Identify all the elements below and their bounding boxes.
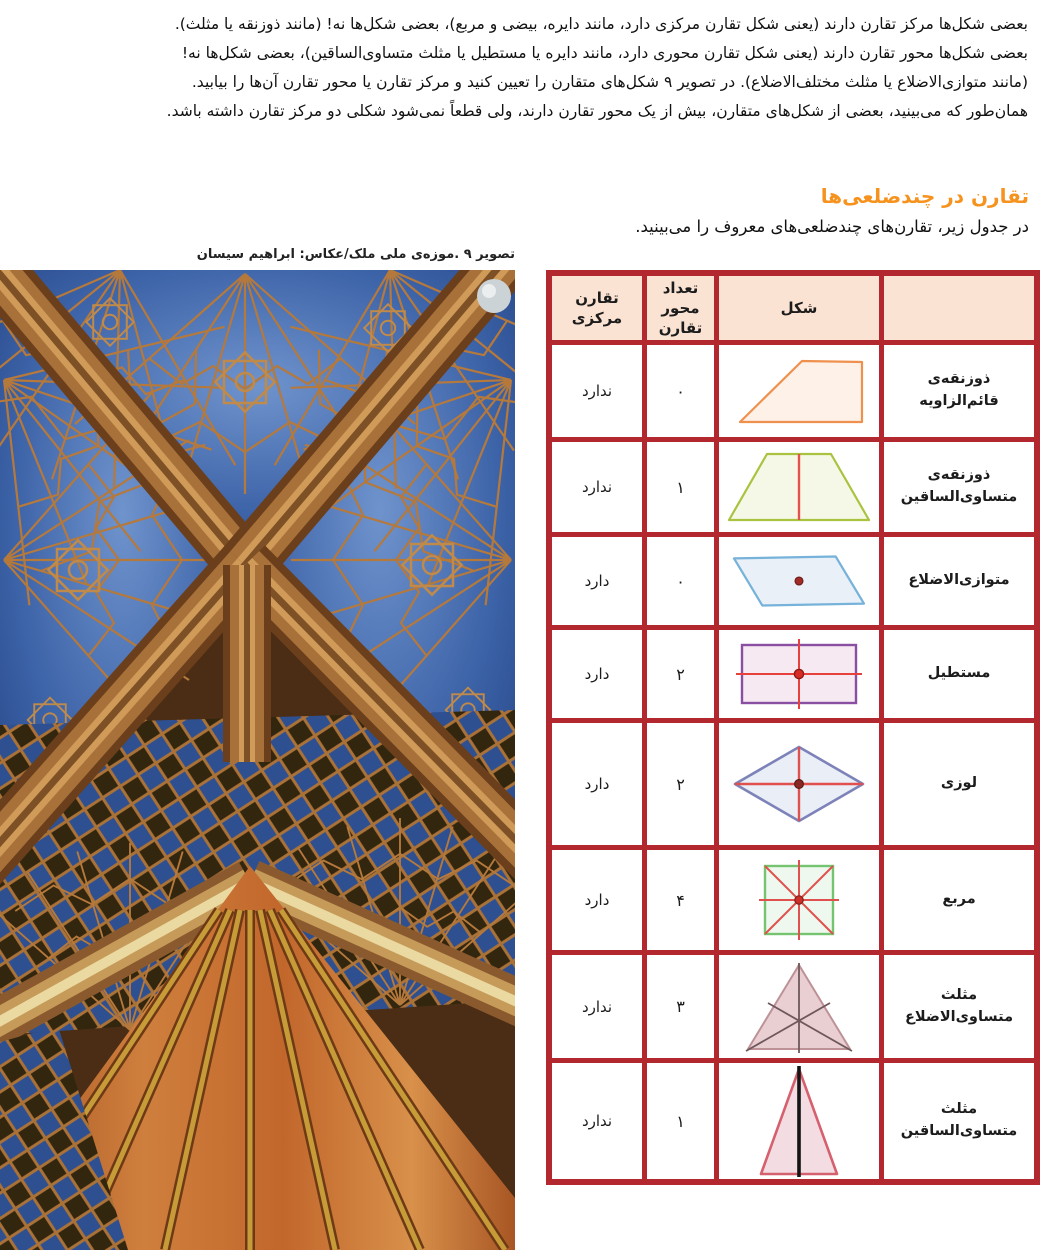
symmetry-table <box>546 270 1040 1185</box>
section-subtitle: در جدول زیر، تقارن‌های چندضلعی‌های معروف را می‌بینید. <box>635 217 1029 236</box>
shape-isosceles-triangle <box>719 1063 879 1179</box>
shape-rectangle <box>719 630 879 718</box>
shape-square <box>719 850 879 950</box>
ceiling-knob <box>477 279 511 313</box>
shape-name-rhombus: لوزی <box>884 723 1034 845</box>
ceiling-woodwork-illustration <box>0 270 515 1250</box>
intro-paragraph <box>30 10 1028 126</box>
axes-count-parallelogram: ۰ <box>647 537 714 625</box>
shape-name-isosceles-trapezoid: ذوزنقه‌ی متساوی‌الساقین <box>884 442 1034 532</box>
shape-name-rectangle: مستطیل <box>884 630 1034 718</box>
shape-name-equilateral-triangle: مثلث متساوی‌الاضلاع <box>884 955 1034 1058</box>
axes-count-equilateral-triangle: ۳ <box>647 955 714 1058</box>
central-symmetry-isosceles-trapezoid: ندارد <box>552 442 642 532</box>
shape-name-square: مربع <box>884 850 1034 950</box>
central-symmetry-right-trapezoid: ندارد <box>552 345 642 437</box>
axes-count-rectangle: ۲ <box>647 630 714 718</box>
axes-count-isosceles-trapezoid: ۱ <box>647 442 714 532</box>
shape-parallelogram <box>719 537 879 625</box>
central-symmetry-isosceles-triangle: ندارد <box>552 1063 642 1179</box>
intro-line-2: بعضی شکل‌ها محور تقارن دارند (یعنی شکل تقارن محوری دارد، مانند دایره یا مستطیل یا مثلث متساوی‌الساقین)، بعضی شکل‌ها نه! <box>181 44 1028 62</box>
table-header-name <box>884 276 1034 340</box>
shape-name-parallelogram: متوازی‌الاضلاع <box>884 537 1034 625</box>
shape-isosceles-trapezoid <box>719 442 879 532</box>
table-header-shape: شکل <box>719 276 879 340</box>
shape-rhombus <box>719 723 879 845</box>
central-symmetry-rectangle: دارد <box>552 630 642 718</box>
photo-caption: تصویر ۹ .موزه‌ی ملی ملک/عکاس: ابراهیم سیسان <box>196 247 515 262</box>
table-header-axes: تعداد محور تقارن <box>647 276 714 340</box>
section-title: تقارن در چندضلعی‌ها <box>820 184 1029 208</box>
museum-ceiling-photo <box>0 270 515 1250</box>
intro-line-3: (مانند متوازی‌الاضلاع یا مثلث مختلف‌الاضلاع). در تصویر ۹ شکل‌های متقارن را تعیین کنید و مرکز تقارن یا محور تقارن آن‌ها را بیابید. <box>191 73 1028 91</box>
central-symmetry-equilateral-triangle: ندارد <box>552 955 642 1058</box>
central-symmetry-square: دارد <box>552 850 642 950</box>
shape-equilateral-triangle <box>719 955 879 1058</box>
shape-right-trapezoid <box>719 345 879 437</box>
central-symmetry-parallelogram: دارد <box>552 537 642 625</box>
axes-count-right-trapezoid: ۰ <box>647 345 714 437</box>
axes-count-square: ۴ <box>647 850 714 950</box>
shape-name-right-trapezoid: ذوزنقه‌ی قائم‌الزاویه <box>884 345 1034 437</box>
axes-count-isosceles-triangle: ۱ <box>647 1063 714 1179</box>
intro-line-1: بعضی شکل‌ها مرکز تقارن دارند (یعنی شکل تقارن مرکزی دارد، مانند دایره، بیضی و مربع)، بعضی شکل‌ها نه! (مانند ذوزنقه یا مثلث). <box>174 15 1028 33</box>
intro-line-4: همان‌طور که می‌بینید، بعضی از شکل‌های متقارن، بیش از یک محور تقارن دارند، ولی قطعاً نمی‌شود شکلی دو مرکز تقارن داشته باشد. <box>166 102 1028 120</box>
axes-count-rhombus: ۲ <box>647 723 714 845</box>
table-header-central: تقارن مرکزی <box>552 276 642 340</box>
shape-name-isosceles-triangle: مثلث متساوی‌الساقین <box>884 1063 1034 1179</box>
central-symmetry-rhombus: دارد <box>552 723 642 845</box>
